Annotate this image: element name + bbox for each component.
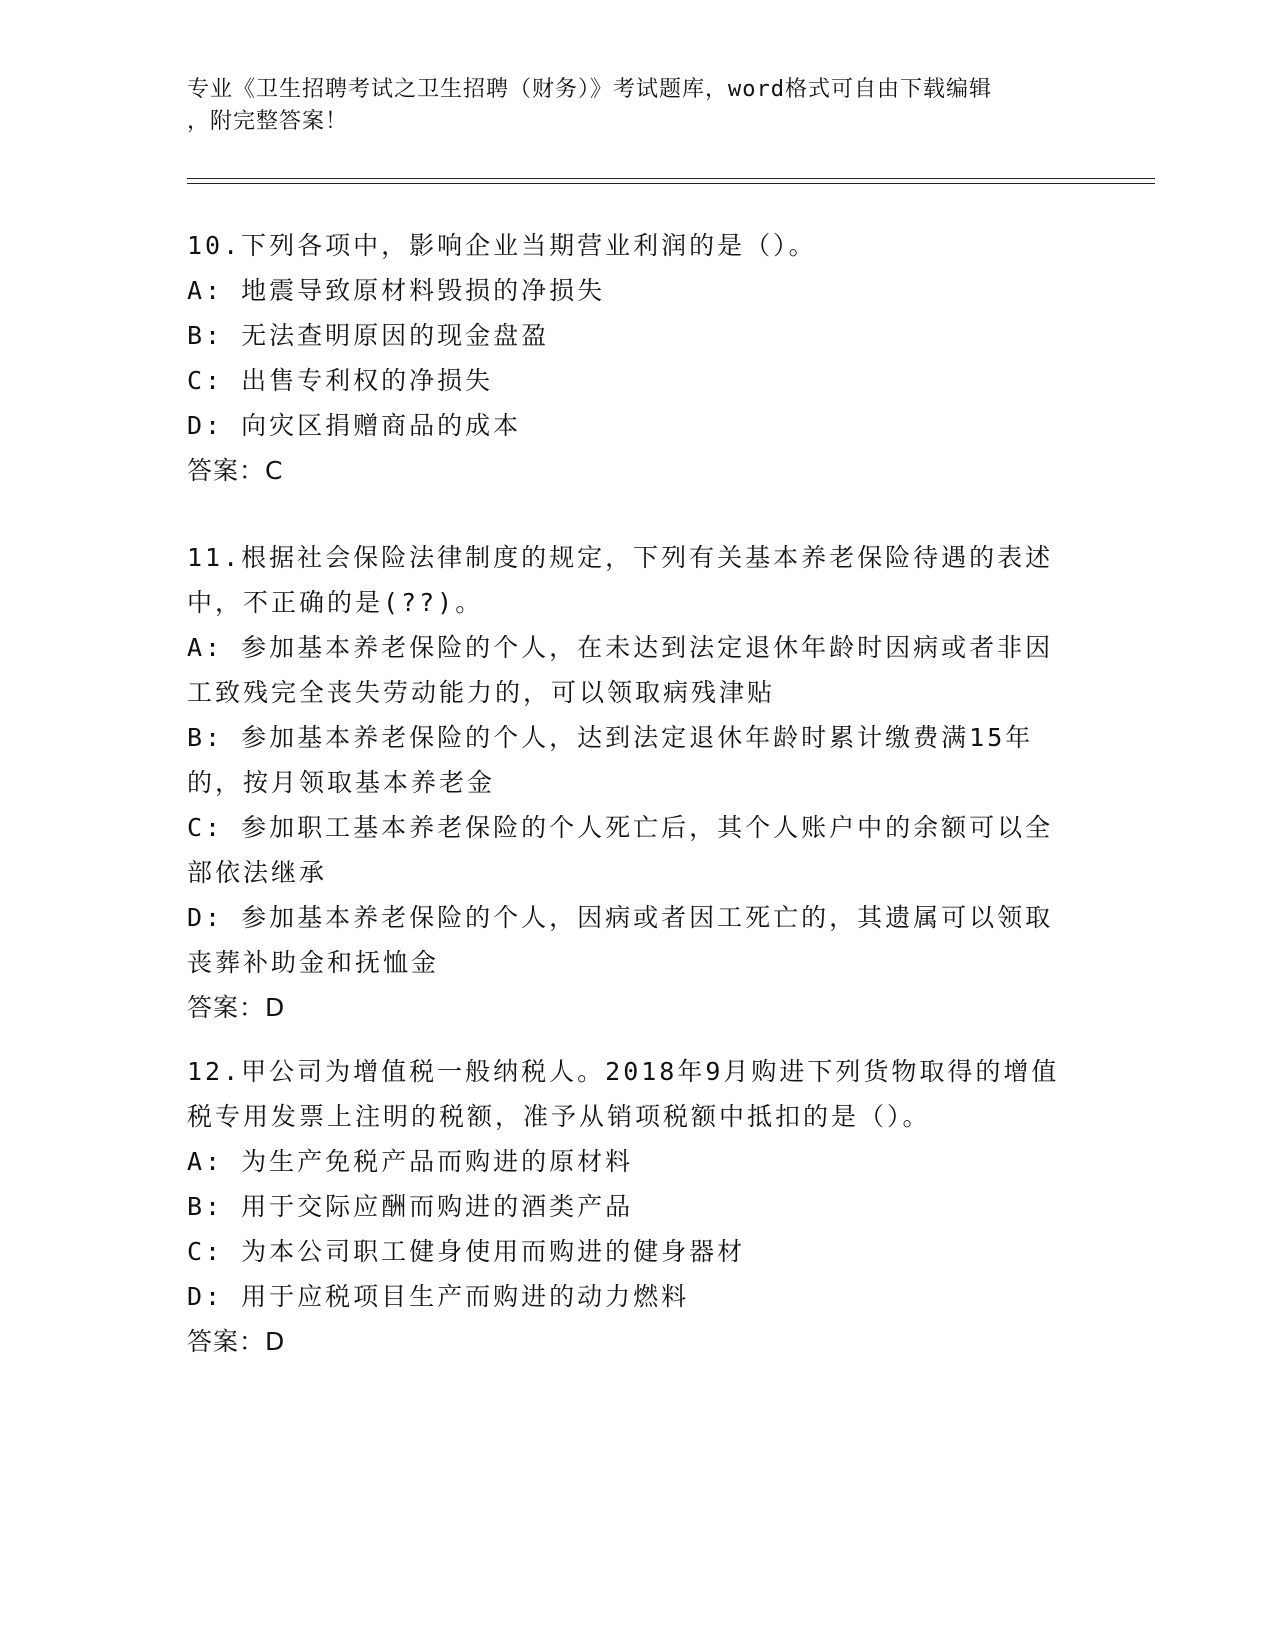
header-divider <box>187 178 1155 179</box>
answer-label: 答案：D <box>187 1327 286 1356</box>
question-block <box>187 1049 1087 1364</box>
option-d: D: 用于应税项目生产而购进的动力燃料 <box>187 1282 690 1311</box>
option-c: C: 参加职工基本养老保险的个人死亡后，其个人账户中的余额可以全 <box>187 813 1054 842</box>
question-stem: 11.根据社会保险法律制度的规定，下列有关基本养老保险待遇的表述 <box>187 543 1054 572</box>
question-block <box>187 535 1087 1030</box>
option-d: D: 向灾区捐赠商品的成本 <box>187 411 522 440</box>
question-stem: 税专用发票上注明的税额，准予从销项税额中抵扣的是（）。 <box>187 1102 931 1131</box>
header-line: ，附完整答案！ <box>187 109 349 134</box>
option-a: A: 为生产免税产品而购进的原材料 <box>187 1147 634 1176</box>
option-d: 丧葬补助金和抚恤金 <box>187 948 440 977</box>
option-d: D: 参加基本养老保险的个人，因病或者因工死亡的，其遗属可以领取 <box>187 903 1054 932</box>
option-a: A: 地震导致原材料毁损的净损失 <box>187 276 606 305</box>
option-c: C: 出售专利权的净损失 <box>187 366 494 395</box>
header-line: 专业《卫生招聘考试之卫生招聘（财务）》考试题库，word格式可自由下载编辑 <box>187 77 992 102</box>
question-stem: 中，不正确的是(??)。 <box>187 588 484 617</box>
document-header <box>187 74 1067 138</box>
option-b: B: 无法查明原因的现金盘盈 <box>187 321 550 350</box>
question-stem: 10.下列各项中，影响企业当期营业利润的是（）。 <box>187 231 817 260</box>
question-stem: 12.甲公司为增值税一般纳税人。2018年9月购进下列货物取得的增值 <box>187 1057 1060 1086</box>
option-a: 工致残完全丧失劳动能力的，可以领取病残津贴 <box>187 678 776 707</box>
question-block <box>187 223 1087 493</box>
option-b: B: 参加基本养老保险的个人，达到法定退休年龄时累计缴费满15年 <box>187 723 1034 752</box>
option-a: A: 参加基本养老保险的个人，在未达到法定退休年龄时因病或者非因 <box>187 633 1054 662</box>
header-divider <box>187 183 1155 184</box>
option-c: 部依法继承 <box>187 858 328 887</box>
answer-label: 答案：D <box>187 993 286 1022</box>
option-b: 的，按月领取基本养老金 <box>187 768 496 797</box>
answer-label: 答案：C <box>187 456 284 485</box>
option-b: B: 用于交际应酬而购进的酒类产品 <box>187 1192 634 1221</box>
option-c: C: 为本公司职工健身使用而购进的健身器材 <box>187 1237 746 1266</box>
